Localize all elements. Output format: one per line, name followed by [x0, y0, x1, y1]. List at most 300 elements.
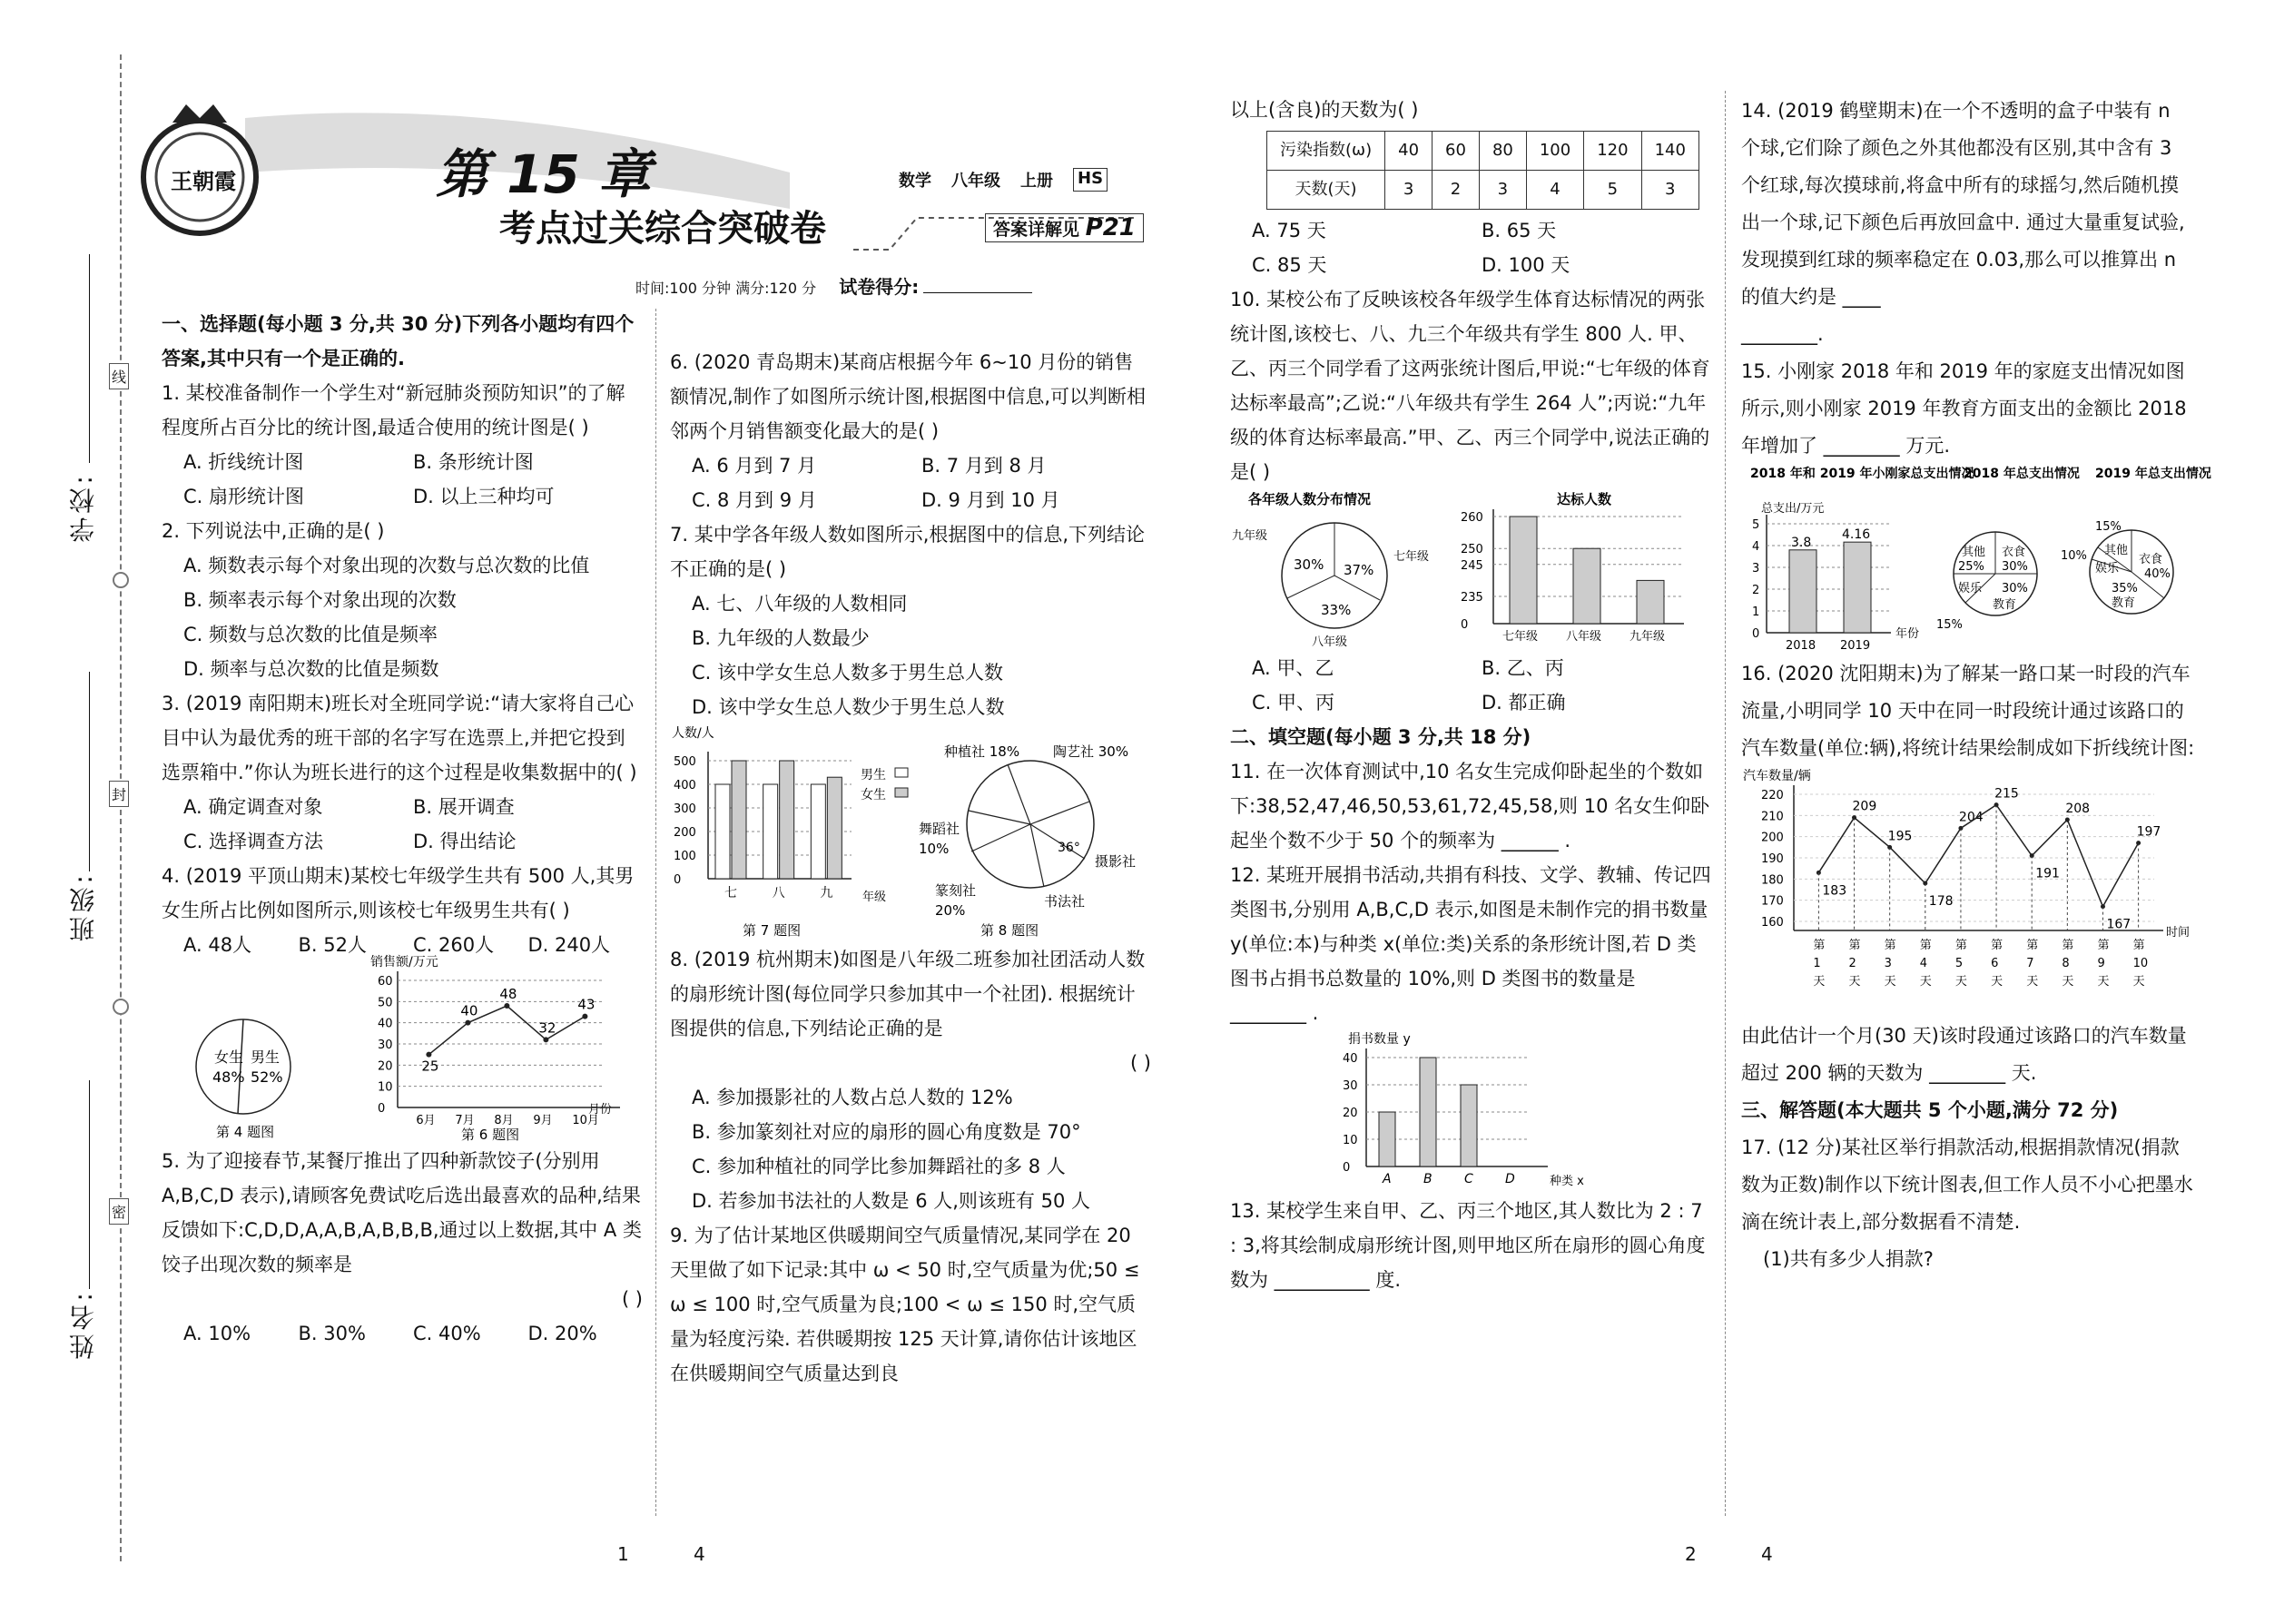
x-tick-label: 第 — [2026, 939, 2039, 952]
question-8-paren: ( ) — [1129, 1052, 1151, 1074]
figure-8-pie — [917, 724, 1144, 942]
option-d[interactable]: D. 若参加书法社的人数是 6 人,则该班有 50 人 — [692, 1190, 1090, 1212]
question-17-part-1: (1)共有多少人捐款? — [1763, 1248, 1934, 1270]
data-label: 32 — [538, 1019, 556, 1037]
y-tick-label: 200 — [1761, 831, 1784, 845]
x-tick-label: B — [1423, 1172, 1433, 1186]
y-tick-label: 40 — [1343, 1052, 1358, 1066]
question-16: 16. (2020 沈阳期末)为了解某一路口某一时段的汽车流量,小明同学 10 天中在同一时段统计通过该路口的汽车数量(单位:辆),将统计结果绘制成如下折线统计图: — [1741, 663, 2195, 759]
y-tick-label: 0 — [1343, 1161, 1351, 1175]
data-label: 208 — [2065, 802, 2091, 816]
x-tick-label: 1 — [1813, 957, 1821, 970]
answer-ref-label: 答案详解见 — [993, 220, 1080, 240]
y-tick-label: 190 — [1761, 852, 1784, 866]
figure-16-wrap — [1741, 767, 2195, 1018]
x-tick-label: 八年级 — [1566, 630, 1602, 644]
x-tick-label: 九年级 — [1629, 630, 1666, 644]
bar — [763, 784, 778, 879]
binding-line — [120, 54, 122, 1561]
figure-6-line-chart — [352, 953, 643, 1143]
question-14: 14. (2019 鹤壁期末)在一个不透明的盒子中装有 n 个球,它们除了颜色之外其他都没有区别,其中含有 3 个红球,每次摸球前,将盒中所有的球摇匀,然后随机摸出一个球,记下颜色后再放回盒中. 通过大量重复试验,发现摸到红球的频率稳定在 0.03,那么可以推算出 n 的值大约是 ____ — [1741, 100, 2185, 308]
y-tick-label: 40 — [378, 1017, 393, 1031]
fig12-xlabel: 种类 x — [1550, 1175, 1584, 1188]
y-tick-label: 210 — [1761, 810, 1784, 824]
x-tick-label: 2 — [1848, 957, 1856, 970]
fig15b-label-food: 衣食 — [2002, 546, 2026, 559]
y-tick-label: 30 — [378, 1038, 393, 1052]
data-label: 204 — [1958, 810, 1984, 825]
tag-volume: 上册 — [1020, 172, 1053, 191]
fig15a-xlabel: 年份 — [1895, 627, 1920, 641]
fig15c-label-edu: 教育 — [2112, 596, 2136, 610]
figure-10a-pie — [1230, 489, 1439, 651]
meta-line: 时间:100 分钟 满分:120 分 试卷得分: — [635, 272, 1032, 299]
option-d[interactable]: D. 9 月到 10 月 — [921, 489, 1060, 511]
question-4: 4. (2019 平顶山期末)某校七年级学生共有 500 人,其男女生所占比例如图所示,则该校七年级男生共有( ) — [162, 865, 635, 921]
option-c[interactable]: C. 85 天 — [1252, 254, 1327, 276]
data-label: 48 — [499, 986, 517, 1002]
x-tick-label: 天 — [1813, 975, 1826, 989]
x-tick-label: 天 — [2062, 975, 2074, 989]
x-tick-label: A — [1383, 1172, 1392, 1186]
fig15c-pct-food: 40% — [2144, 567, 2171, 581]
x-tick-label: 2018 — [1786, 639, 1816, 653]
bar — [1844, 542, 1871, 633]
option-d[interactable]: D. 频率与总次数的比值是频数 — [183, 658, 439, 680]
fig4-caption: 第 4 题图 — [216, 1124, 275, 1140]
fig10a-label-g7: 七年级 — [1393, 550, 1430, 564]
x-tick-label: 10月 — [572, 1114, 599, 1127]
table-cell: 5 — [1584, 171, 1641, 210]
section-1-heading: 一、选择题(每小题 3 分,共 30 分)下列各小题均有四个答案,其中只有一个是正确的. — [162, 313, 635, 369]
fig8-label-photo: 摄影社 — [1095, 853, 1137, 870]
x-tick-label: 第 — [1884, 939, 1896, 952]
x-tick-label: 第 — [1813, 939, 1826, 952]
data-label: 43 — [577, 996, 596, 1013]
question-7: 7. 某中学各年级人数如图所示,根据图中的信息,下列结论不正确的是( ) — [670, 524, 1146, 580]
option-d[interactable]: D. 240人 — [527, 934, 611, 956]
data-label: 215 — [1994, 786, 2019, 802]
option-c[interactable]: C. 8 月到 9 月 — [692, 489, 817, 511]
y-tick-label: 160 — [1761, 916, 1784, 930]
x-tick-label: 第 — [1954, 939, 1967, 952]
binding-hole-icon — [113, 572, 129, 588]
name-label: 姓名: — [68, 1289, 98, 1360]
option-b[interactable]: B. 展开调查 — [413, 796, 515, 818]
fig15b-pct-food: 30% — [2002, 560, 2028, 574]
x-tick-label: C — [1464, 1172, 1473, 1186]
x-tick-label: 6月 — [416, 1114, 436, 1127]
binding-hole-icon — [113, 999, 129, 1015]
bar — [1379, 1112, 1395, 1166]
y-tick-label: 220 — [1761, 789, 1784, 802]
y-tick-label: 20 — [1343, 1107, 1358, 1120]
y-tick-label: 50 — [378, 996, 393, 1010]
fig10b-title: 达标人数 — [1557, 491, 1612, 507]
fig10a-label-g8: 八年级 — [1312, 635, 1348, 649]
table-cell: 140 — [1641, 132, 1698, 171]
data-label: 209 — [1852, 799, 1877, 814]
x-tick-label: 9月 — [533, 1114, 553, 1127]
x-tick-label: D — [1505, 1172, 1515, 1186]
fig10a-pct-g7: 37% — [1344, 562, 1374, 578]
column-3 — [1230, 93, 1711, 1297]
y-tick-label: 5 — [1752, 518, 1760, 532]
option-a[interactable]: A. 七、八年级的人数相同 — [692, 593, 908, 615]
option-b[interactable]: B. 条形统计图 — [413, 451, 534, 473]
school-field[interactable] — [89, 254, 90, 463]
fig15b-pct-other: 25% — [1958, 560, 1984, 574]
fig15a-ylabel: 总支出/万元 — [1761, 502, 1825, 516]
option-b[interactable]: B. 7 月到 8 月 — [921, 455, 1047, 477]
data-label: 4.16 — [1842, 527, 1871, 543]
x-tick-label: 天 — [1954, 975, 1967, 989]
fig8-label-pottery: 陶艺社 30% — [1053, 743, 1129, 760]
question-1-options — [162, 445, 643, 514]
question-8-options — [670, 1080, 1151, 1218]
y-tick-label: 0 — [378, 1102, 386, 1116]
question-5-options — [162, 1316, 643, 1351]
x-tick-label: 天 — [1919, 975, 1932, 989]
fig15b-label-fun: 娱乐 — [1958, 582, 1983, 595]
question-10-options — [1230, 651, 1711, 720]
pollution-table — [1266, 131, 1699, 210]
x-tick-label: 6 — [1991, 957, 1999, 970]
y-tick-label: 300 — [674, 802, 696, 816]
school-label: 学校: — [68, 472, 98, 543]
fig12-ylabel: 捐书数量 y — [1348, 1032, 1411, 1047]
x-tick-label: 5 — [1954, 957, 1964, 970]
option-b[interactable]: B. 30% — [298, 1323, 366, 1344]
y-tick-label: 0 — [674, 873, 682, 887]
data-label: 40 — [460, 1002, 478, 1019]
header — [136, 91, 1180, 281]
fig15c-label-food: 衣食 — [2139, 553, 2163, 566]
x-tick-label: 9 — [2097, 957, 2105, 970]
fig10a-pct-g9: 30% — [1294, 556, 1324, 573]
page-number: 4 — [1761, 1543, 1773, 1565]
x-tick-label: 天 — [2097, 975, 2110, 989]
question-6-options — [670, 448, 1151, 517]
table-cell: 120 — [1584, 132, 1641, 171]
fig4-label-boy: 男生 — [251, 1048, 281, 1066]
fig4-label-boy-pct: 52% — [251, 1068, 283, 1086]
option-a[interactable]: A. 甲、乙 — [1252, 657, 1334, 679]
fig16-ylabel: 汽车数量/辆 — [1743, 769, 1811, 783]
x-tick-label: 10 — [2132, 957, 2149, 970]
option-c[interactable]: C. 参加种植社的同学比参加舞蹈社的多 8 人 — [692, 1156, 1066, 1177]
question-2: 2. 下列说法中,正确的是( ) — [162, 520, 385, 542]
x-tick-label: 天 — [2132, 975, 2145, 989]
bar — [1420, 1058, 1436, 1166]
y-tick-label: 170 — [1761, 894, 1784, 909]
fig15b-title: 2018 年总支出情况 — [1964, 467, 2080, 481]
option-a[interactable]: A. 48人 — [183, 934, 252, 956]
fig8-label-dance-pct: 10% — [919, 841, 950, 857]
column-2 — [670, 345, 1151, 1391]
column-1 — [162, 307, 643, 1351]
option-d[interactable]: D. 都正确 — [1482, 692, 1566, 714]
question-9-continued: 以上(含良)的天数为( ) — [1230, 99, 1419, 121]
y-tick-label: 4 — [1752, 540, 1760, 554]
table-cell: 100 — [1526, 132, 1583, 171]
table-cell: 天数(天) — [1267, 171, 1385, 210]
fig6-ylabel: 销售额/万元 — [370, 955, 438, 969]
option-b[interactable]: B. 频率表示每个对象出现的次数 — [183, 589, 457, 611]
y-tick-label: 245 — [1461, 558, 1483, 573]
fig15c-pct-fun: 10% — [2061, 549, 2087, 563]
bar — [811, 784, 825, 879]
x-tick-label: 7 — [2026, 957, 2034, 970]
fig10a-label-g9: 九年级 — [1232, 529, 1268, 543]
y-tick-label: 250 — [1461, 543, 1483, 557]
bar — [1637, 580, 1664, 624]
y-tick-label: 10 — [1343, 1134, 1358, 1147]
figures-10 — [1230, 489, 1711, 651]
y-tick-label: 1 — [1752, 605, 1760, 619]
x-tick-label: 第 — [2062, 939, 2074, 952]
x-tick-label: 7月 — [455, 1114, 475, 1127]
fig15c-title: 2019 年总支出情况 — [2095, 467, 2211, 481]
table-cell: 4 — [1526, 171, 1583, 210]
y-tick-label: 20 — [378, 1059, 393, 1074]
x-tick-label: 天 — [1991, 975, 2004, 989]
fig7-legend-boy: 男生 — [861, 768, 886, 782]
fig16-xlabel: 时间 — [2166, 926, 2191, 940]
fig15c-label-other: 其他 — [2104, 544, 2129, 557]
y-tick-label: 3 — [1752, 562, 1760, 576]
data-label: 195 — [1887, 829, 1913, 844]
x-tick-label: 天 — [2026, 975, 2039, 989]
fig8-label-calligraphy: 书法社 — [1044, 893, 1086, 910]
class-label: 班级: — [68, 871, 98, 942]
option-c[interactable]: C. 频数与总次数的比值是频率 — [183, 624, 438, 645]
bar — [1461, 1085, 1477, 1166]
fig7-legend-girl: 女生 — [861, 788, 886, 802]
x-tick-label: 第 — [1991, 939, 2004, 952]
question-3-options — [162, 790, 643, 859]
option-b[interactable]: B. 65 天 — [1482, 220, 1557, 241]
bar — [732, 761, 746, 879]
bar — [1510, 517, 1537, 624]
y-tick-label: 100 — [674, 850, 696, 863]
figure-10b-bar-chart — [1457, 489, 1693, 651]
binding-mark-mi: 密 — [109, 1198, 129, 1225]
option-c[interactable]: C. 扇形统计图 — [183, 486, 305, 507]
option-a[interactable]: A. 参加摄影社的人数占总人数的 12% — [692, 1087, 1013, 1108]
x-tick-label: 8月 — [494, 1114, 514, 1127]
question-17: 17. (12 分)某社区举行捐款活动,根据捐款情况(捐款数为正数)制作以下统计图表,但工作人员不小心把墨水滴在统计表上,部分数据看不清楚. — [1741, 1137, 2193, 1233]
score-blank[interactable] — [923, 292, 1032, 293]
figures-4-6 — [162, 955, 643, 1144]
option-a[interactable]: A. 75 天 — [1252, 220, 1326, 241]
question-3: 3. (2019 南阳期末)班长对全班同学说:“请大家将自己心目中认为最优秀的班干部的名字写在选票上,并把它投到选票箱中.”你认为班长进行的这个过程是收集数据中的( ) — [162, 693, 637, 783]
question-10: 10. 某校公布了反映该校各年级学生体育达标情况的两张统计图,该校七、八、九三个年级共有学生 800 人. 甲、乙、丙三个同学看了这两张统计图后,甲说:“七年级的体育达标率最高”;乙说:“八年级共有学生 264 人”;丙说:“九年级的体育达标率最高.”甲、乙、丙三个同学中,说法正确的是( ) — [1230, 289, 1710, 483]
option-d[interactable]: D. 该中学女生总人数少于男生总人数 — [692, 696, 1005, 718]
table-cell: 80 — [1479, 132, 1526, 171]
y-tick-label: 200 — [674, 826, 696, 840]
bar — [827, 777, 842, 879]
fig15a-title: 2018 年和 2019 年小刚家总支出情况 — [1750, 467, 1974, 481]
question-14-tail: ________. — [1741, 323, 1824, 345]
question-13: 13. 某校学生来自甲、乙、丙三个地区,其人数比为 2 : 7 : 3,将其绘制成扇形统计图,则甲地区所在扇形的圆心角度数为 __________ 度. — [1230, 1200, 1706, 1291]
option-d[interactable]: D. 20% — [527, 1323, 597, 1344]
x-tick-label: 七 — [724, 886, 737, 901]
option-c[interactable]: C. 260人 — [413, 934, 495, 956]
fig4-label-girl-pct: 48% — [212, 1068, 245, 1086]
fig8-label-plant: 种植社 18% — [944, 743, 1020, 760]
x-tick-label: 天 — [1848, 975, 1861, 989]
table-cell: 污染指数(ω) — [1267, 132, 1385, 171]
option-a[interactable]: A. 折线统计图 — [183, 451, 304, 473]
answer-ref-page: P21 — [1085, 214, 1136, 241]
fig8-label-seal-pct: 20% — [935, 902, 966, 919]
section-3-heading: 三、解答题(本大题共 5 个小题,满分 72 分) — [1741, 1099, 2119, 1121]
option-c[interactable]: C. 该中学女生总人数多于男生总人数 — [692, 662, 1004, 684]
figure-15c-pie — [2059, 465, 2211, 655]
figure-12-wrap — [1230, 1030, 1711, 1194]
option-c[interactable]: C. 甲、丙 — [1252, 692, 1335, 714]
series-line — [428, 1006, 585, 1055]
data-label: 178 — [1928, 894, 1954, 909]
figures-15 — [1741, 465, 2211, 655]
figure-16-line-chart — [1741, 767, 2195, 1018]
data-label: 191 — [2035, 866, 2060, 881]
option-c[interactable]: C. 40% — [413, 1323, 481, 1344]
fig15c-label-fun: 娱乐 — [2095, 562, 2120, 576]
x-tick-label: 3 — [1884, 957, 1892, 970]
y-tick-label: 2 — [1752, 584, 1760, 597]
table-cell: 60 — [1433, 132, 1480, 171]
option-c[interactable]: C. 选择调查方法 — [183, 831, 324, 852]
fig15b-label-other: 其他 — [1962, 546, 1986, 559]
question-15: 15. 小刚家 2018 年和 2019 年的家庭支出情况如图所示,则小刚家 2019 年教育方面支出的金额比 2018 年增加了 ________ 万元. — [1741, 360, 2187, 457]
question-6: 6. (2020 青岛期末)某商店根据今年 6~10 月份的销售额情况,制作了如图所示统计图,根据图中信息,可以判断相邻两个月销售额变化最大的是( ) — [670, 351, 1147, 442]
fig8-label-angle: 36° — [1058, 841, 1080, 855]
fig15c-pct-other: 15% — [2095, 520, 2122, 534]
question-7-options — [670, 586, 1151, 724]
figure-7-bar-chart — [670, 724, 933, 942]
option-a[interactable]: A. 6 月到 7 月 — [692, 455, 817, 477]
column-divider — [655, 309, 656, 1516]
bar — [1573, 548, 1600, 624]
data-label: 3.8 — [1791, 535, 1812, 550]
figures-7-8 — [670, 724, 1151, 942]
fig7-xlabel: 年级 — [862, 891, 887, 904]
binding-mark-xian: 线 — [109, 363, 129, 389]
x-tick-label: 第 — [2132, 939, 2145, 952]
y-tick-label: 10 — [378, 1080, 393, 1095]
question-5-paren: ( ) — [621, 1288, 643, 1310]
fig15b-pct-fun: 15% — [1936, 618, 1963, 632]
data-label: 183 — [1822, 883, 1847, 899]
bar — [1789, 550, 1816, 633]
y-tick-label: 0 — [1461, 618, 1469, 632]
y-tick-label: 500 — [674, 755, 696, 769]
option-a[interactable]: A. 10% — [183, 1323, 251, 1344]
page-number: 1 — [617, 1543, 629, 1565]
x-tick-label: 2019 — [1840, 639, 1871, 653]
chapter-title: 第 15 章 — [436, 143, 652, 205]
option-d[interactable]: D. 100 天 — [1482, 254, 1570, 276]
figure-12-bar-chart — [1339, 1030, 1611, 1194]
data-label: 25 — [421, 1058, 439, 1075]
tag-grade: 八年级 — [951, 172, 1000, 191]
table-cell: 2 — [1433, 171, 1480, 210]
table-cell: 3 — [1385, 171, 1433, 210]
page-number: 2 — [1685, 1543, 1697, 1565]
option-a[interactable]: A. 频数表示每个对象出现的次数与总次数的比值 — [183, 555, 590, 576]
table-cell: 3 — [1479, 171, 1526, 210]
option-b[interactable]: B. 九年级的人数最少 — [692, 627, 870, 649]
column-4 — [1741, 93, 2211, 1278]
y-tick-label: 400 — [674, 779, 696, 792]
question-8: 8. (2019 杭州期末)如图是八年级二班参加社团活动人数的扇形统计图(每位同学只参加其中一个社团). 根据统计图提供的信息,下列结论正确的是 — [670, 949, 1146, 1039]
fig15b-pct-edu: 30% — [2002, 582, 2028, 595]
x-tick-label: 第 — [2097, 939, 2110, 952]
fig7-ylabel: 人数/人 — [672, 726, 714, 741]
name-field[interactable] — [89, 1080, 90, 1289]
question-12: 12. 某班开展捐书活动,共捐有科技、文学、教辅、传记四类图书,分别用 A,B,C,D 表示,如图是未制作完的捐书数量 y(单位:本)与种类 x(单位:类)关系的条形统计图,若 D 类图书占捐书总数量的 10%,则 D 类图书的数量是 ________ . — [1230, 864, 1711, 1024]
x-tick-label: 8 — [2062, 957, 2070, 970]
x-tick-label: 九 — [820, 886, 833, 901]
data-label: 197 — [2136, 824, 2161, 840]
question-1: 1. 某校准备制作一个学生对“新冠肺炎预防知识”的了解程度所占百分比的统计图,最适合使用的统计图是( ) — [162, 382, 625, 438]
fig10a-pct-g8: 33% — [1321, 602, 1352, 618]
x-tick-label: 第 — [1848, 939, 1861, 952]
fig15c-pct-edu: 35% — [2112, 582, 2138, 595]
table-row — [1267, 171, 1699, 210]
option-a[interactable]: A. 确定调查对象 — [183, 796, 323, 818]
option-b[interactable]: B. 52人 — [298, 934, 367, 956]
question-16-after: 由此估计一个月(30 天)该时段通过该路口的汽车数量超过 200 辆的天数为 ________ 天. — [1741, 1025, 2187, 1084]
answer-reference — [985, 213, 1144, 242]
y-tick-label: 260 — [1461, 511, 1483, 525]
y-tick-label: 180 — [1761, 873, 1784, 888]
question-9: 9. 为了估计某地区供暖期间空气质量情况,某同学在 20 天里做了如下记录:其中 ω < 50 时,空气质量为优;50 ≤ ω ≤ 100 时,空气质量为良;100 < ω ≤ 150 时,空气质量为轻度污染. 若供暖期按 125 天计算,请你估计该地区在供暖期间空气质量达到良 — [670, 1225, 1140, 1384]
fig6-xlabel: 月份 — [588, 1103, 613, 1117]
x-tick-label: 第 — [1919, 939, 1932, 952]
fig6-caption: 第 6 题图 — [461, 1127, 520, 1143]
option-d[interactable]: D. 得出结论 — [413, 831, 517, 852]
fig7-caption: 第 7 题图 — [743, 922, 802, 939]
column-divider — [1725, 91, 1726, 1516]
x-tick-label: 八 — [772, 886, 785, 901]
y-tick-label: 60 — [378, 975, 393, 989]
tag-edition: HS — [1073, 168, 1108, 192]
bar — [780, 761, 794, 879]
question-11: 11. 在一次体育测试中,10 名女生完成仰卧起坐的个数如下:38,52,47,46,50,53,61,72,45,58,则 10 名女生仰卧起坐个数不少于 50 个的频率为 ______ . — [1230, 761, 1710, 851]
fig8-caption: 第 8 题图 — [980, 922, 1039, 939]
question-9-options — [1230, 213, 1711, 282]
section-2-heading: 二、填空题(每小题 3 分,共 18 分) — [1230, 726, 1531, 748]
fig8-label-seal: 篆刻社 — [935, 882, 977, 899]
option-b[interactable]: B. 乙、丙 — [1482, 657, 1564, 679]
paper-title: 考点过关综合突破卷 — [499, 207, 826, 250]
y-tick-label: 235 — [1461, 591, 1483, 605]
option-b[interactable]: B. 参加篆刻社对应的扇形的圆心角度数是 70° — [692, 1121, 1081, 1143]
data-label: 167 — [2106, 917, 2132, 932]
option-d[interactable]: D. 以上三种均可 — [413, 486, 555, 507]
fig8-label-dance: 舞蹈社 — [919, 821, 960, 837]
fig15b-label-edu: 教育 — [1993, 598, 2017, 612]
class-field[interactable] — [89, 672, 90, 871]
table-cell: 3 — [1641, 171, 1698, 210]
logo-text: 王朝霞 — [171, 169, 236, 194]
x-tick-label: 七年级 — [1502, 630, 1539, 644]
question-2-options — [162, 548, 643, 686]
x-tick-label: 天 — [1884, 975, 1896, 989]
